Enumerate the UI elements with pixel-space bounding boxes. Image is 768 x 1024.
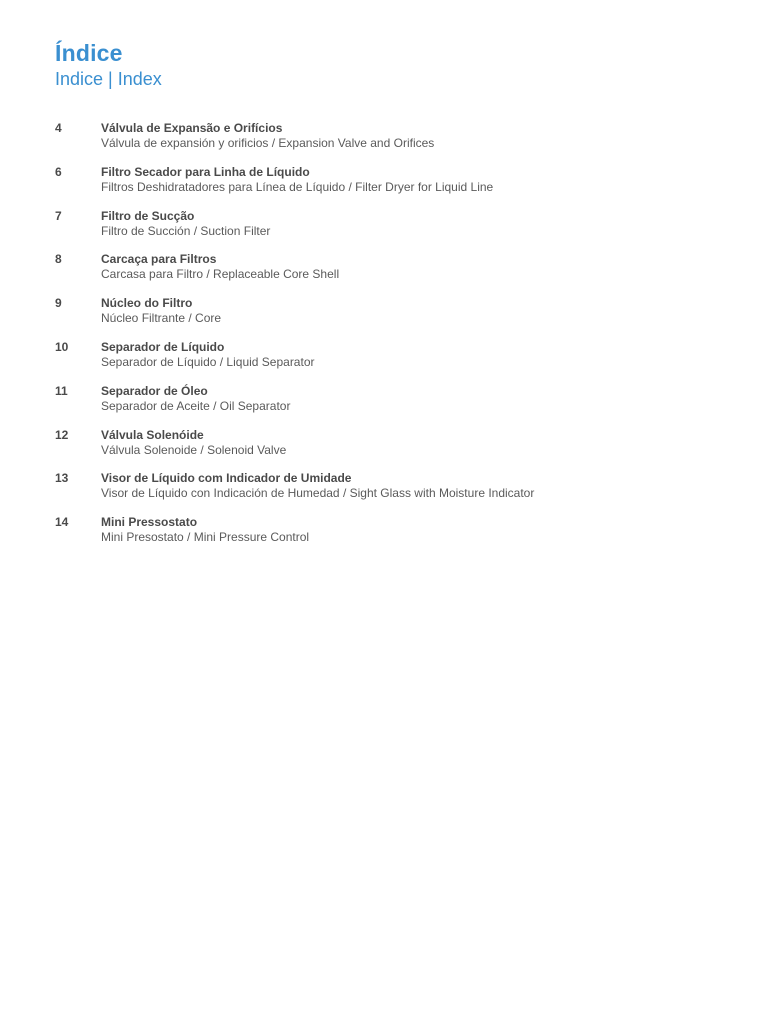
entry-title-es-en: Separador de Líquido / Liquid Separator <box>101 354 315 369</box>
page-title: Índice <box>55 40 123 66</box>
entry-text <box>101 340 315 369</box>
entry-title-es-en: Visor de Líquido con Indicación de Humedad / Sight Glass with Moisture Indicator <box>101 486 535 501</box>
entry-text <box>101 471 534 500</box>
page-number: 4 <box>55 121 62 135</box>
page-number: 10 <box>55 339 69 354</box>
entry-text <box>101 165 493 194</box>
page-number: 12 <box>55 427 69 442</box>
entry-title-es-en: Separador de Aceite / Oil Separator <box>101 398 291 413</box>
entry-title-es-en: Filtros Deshidratadores para Línea de Líquido / Filter Dryer for Liquid Line <box>101 179 494 194</box>
entry-text <box>101 252 339 281</box>
entry-text <box>101 515 309 544</box>
entry-title-es-en: Válvula Solenoide / Solenoid Valve <box>101 442 287 457</box>
page-number: 9 <box>55 296 62 311</box>
page-number: 11 <box>55 383 68 398</box>
entry-title-es-en: Núcleo Filtrante / Core <box>101 311 222 326</box>
page-number: 13 <box>55 471 69 486</box>
entry-text <box>101 209 270 238</box>
toc-entry[interactable] <box>55 428 735 472</box>
toc-entry[interactable] <box>55 121 735 165</box>
entry-text <box>101 296 221 325</box>
page-number: 14 <box>55 515 69 530</box>
toc-entry[interactable] <box>55 296 735 340</box>
toc-entry[interactable] <box>55 471 735 515</box>
page-subtitle: Indice | Index <box>55 69 162 89</box>
entry-title-es-en: Mini Presostato / Mini Pressure Control <box>101 530 310 545</box>
entry-title-pt: Válvula de Expansão e Orifícios <box>101 121 283 135</box>
toc-entry[interactable] <box>55 209 735 253</box>
toc-entry[interactable] <box>55 165 735 209</box>
entry-title-pt: Visor de Líquido com Indicador de Umidade <box>101 471 352 486</box>
entry-title-pt: Filtro Secador para Linha de Líquido <box>101 164 310 179</box>
toc-entry[interactable] <box>55 515 735 559</box>
entry-title-es-en: Carcasa para Filtro / Replaceable Core Shell <box>101 267 340 282</box>
entry-title-pt: Mini Pressostato <box>101 515 198 530</box>
toc-entry[interactable] <box>55 252 735 296</box>
entry-text <box>101 428 286 457</box>
entry-title-pt: Separador de Líquido <box>101 339 225 354</box>
page-number: 7 <box>55 208 62 223</box>
toc-entry[interactable] <box>55 384 735 428</box>
page-number: 8 <box>55 252 62 267</box>
entry-title-pt: Válvula Solenóide <box>101 427 204 442</box>
entry-title-pt: Filtro de Sucção <box>101 208 195 223</box>
entry-title-es-en: Filtro de Succión / Suction Filter <box>101 223 271 238</box>
entry-title-pt: Núcleo do Filtro <box>101 296 193 311</box>
entry-title-es-en: Válvula de expansión y orificios / Expansion Valve and Orifices <box>101 136 435 150</box>
entry-title-pt: Separador de Óleo <box>101 383 208 398</box>
entry-text <box>101 121 434 150</box>
page-number: 6 <box>55 164 62 179</box>
table-of-contents <box>55 121 735 559</box>
toc-entry[interactable] <box>55 340 735 384</box>
entry-text <box>101 384 290 413</box>
entry-title-pt: Carcaça para Filtros <box>101 252 217 267</box>
